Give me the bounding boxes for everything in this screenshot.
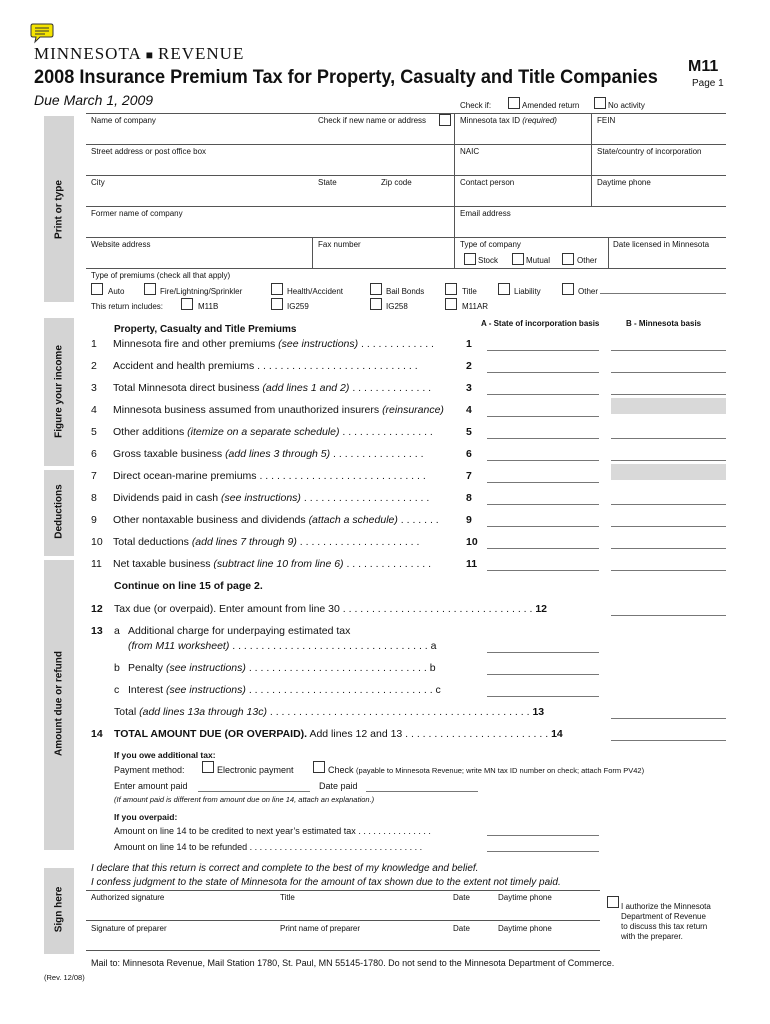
- new-name-checkbox[interactable]: [439, 114, 451, 126]
- tab-amount-label: Amount due or refund: [53, 651, 65, 756]
- line-leader: . . . . . . . . . . . . . . . .: [330, 448, 424, 460]
- line-instruction: (add lines 1 and 2): [262, 382, 350, 394]
- date-paid-entry[interactable]: [366, 791, 478, 792]
- column-b-header: B - Minnesota basis: [626, 319, 702, 328]
- premium-types-label: Type of premiums (check all that apply): [91, 271, 231, 280]
- refund-line-text: Amount on line 14 to be refunded . . . . . . . . . . . . . . . . . . . . . . . . . . . . . . . . . . .: [114, 842, 423, 852]
- line-text: Net taxable business: [113, 558, 211, 570]
- line-2-column-a-entry[interactable]: [487, 372, 599, 373]
- continue-note: Continue on line 15 of page 2.: [114, 580, 263, 592]
- section-title: Property, Casualty and Title Premiums: [114, 324, 297, 335]
- line-leader: . . . . . . . . . . . . . .: [349, 382, 432, 394]
- line-13b-text: Penalty (see instructions) . . . . . . . . . . . . . . . . . . . . . . . . . . . . . . . b: [128, 662, 436, 674]
- line-13b-label: b: [114, 662, 120, 674]
- state-country-label: State/country of incorporation: [597, 147, 702, 156]
- check-payment-label: Check (payable to Minnesota Revenue; write MN tax ID number on check; attach Form PV42): [328, 765, 645, 775]
- line-6-ref: 6: [466, 448, 472, 460]
- line-instruction: (add lines 7 through 9): [191, 536, 297, 548]
- line-7-shaded-box: [611, 464, 726, 480]
- line-11-ref: 11: [466, 558, 478, 570]
- line-5-column-a-entry[interactable]: [487, 438, 599, 439]
- other-company-checkbox[interactable]: [562, 253, 574, 265]
- electronic-payment-label: Electronic payment: [217, 765, 294, 775]
- line-7-ref: 7: [466, 470, 472, 482]
- speech-bubble-icon: [30, 22, 54, 44]
- owe-heading: If you owe additional tax:: [114, 750, 216, 760]
- line-10-row: [91, 536, 419, 548]
- line-11-column-b-entry[interactable]: [611, 570, 726, 571]
- authorize-preparer-checkbox[interactable]: [607, 896, 619, 908]
- page-number: Page 1: [692, 78, 724, 89]
- line-text: Total deductions: [113, 536, 189, 548]
- column-a-header: A - State of incorporation basis: [481, 319, 600, 328]
- line-13c-text: Interest (see instructions) . . . . . . . . . . . . . . . . . . . . . . . . . . . . . . . . c: [128, 684, 441, 696]
- auto-label: Auto: [108, 287, 125, 296]
- line-1-ref: 1: [466, 338, 472, 350]
- line-10-column-b-entry[interactable]: [611, 548, 726, 549]
- ig258-label: IG258: [386, 302, 408, 311]
- tab-deductions-label: Deductions: [53, 484, 65, 539]
- line-number: 8: [91, 492, 97, 504]
- line-13-total-text: Total (add lines 13a through 13c) . . . . . . . . . . . . . . . . . . . . . . . . . . . . . . . . . . . . . . . . . . . . . 13: [114, 706, 545, 718]
- line-7-row: [91, 470, 426, 482]
- line-leader: . . . . . . . . . . . . . . .: [343, 558, 432, 570]
- line-12-number: 12: [91, 603, 103, 615]
- former-name-label: Former name of company: [91, 209, 183, 218]
- line-14-number: 14: [91, 728, 103, 740]
- mail-instruction: Mail to: Minnesota Revenue, Mail Station 1780, St. Paul, MN 55145-1780. Do not send to the Minnesota Department of Commerce.: [91, 958, 615, 968]
- check-if-label: Check if:: [460, 101, 492, 110]
- line-text: Accident and health premiums: [113, 360, 255, 372]
- line-instruction: (add lines 3 through 5): [225, 448, 331, 460]
- line-number: 3: [91, 382, 97, 394]
- line-9-row: [91, 514, 439, 526]
- m11b-checkbox[interactable]: [181, 298, 193, 310]
- fire-checkbox[interactable]: [144, 283, 156, 295]
- line-12-text: Tax due (or overpaid). Enter amount from line 30 . . . . . . . . . . . . . . . . . . . . . . . . . . . . . . . . . 12: [114, 603, 548, 615]
- m11b-label: M11B: [198, 302, 219, 311]
- line-8-column-a-entry[interactable]: [487, 504, 599, 505]
- line-8-column-b-entry[interactable]: [611, 504, 726, 505]
- line-number: 4: [91, 404, 97, 416]
- line-instruction: (attach a schedule): [308, 514, 398, 526]
- line-number: 9: [91, 514, 97, 526]
- line-text: Other nontaxable business and dividends: [113, 514, 306, 526]
- line-14-entry[interactable]: [611, 740, 726, 741]
- sign-phone-label: Daytime phone: [498, 893, 552, 902]
- other-company-label: Other: [577, 256, 598, 265]
- line-14-text: TOTAL AMOUNT DUE (OR OVERPAID). Add lines 12 and 13 . . . . . . . . . . . . . . . . . . . . . . . . . 14: [114, 728, 563, 740]
- line-instruction: (subtract line 10 from line 6): [213, 558, 344, 570]
- line-9-column-b-entry[interactable]: [611, 526, 726, 527]
- amount-paid-entry[interactable]: [198, 791, 310, 792]
- line-6-column-b-entry[interactable]: [611, 460, 726, 461]
- line-4-ref: 4: [466, 404, 472, 416]
- authorized-signature-label: Authorized signature: [91, 893, 165, 902]
- agency-logo: MINNESOTA ■ REVENUE: [34, 44, 245, 63]
- line-1-column-b-entry[interactable]: [611, 350, 726, 351]
- line-8-row: [91, 492, 429, 504]
- preparer-date-label: Date: [453, 924, 470, 933]
- line-leader: . . . . . . . . . . . . . . . . . . . . . . . . . . . .: [257, 360, 418, 372]
- line-number: 11: [91, 558, 102, 570]
- m11ar-checkbox[interactable]: [445, 298, 457, 310]
- line-leader: . . . . . . . . . . . . . . . . . . . . . .: [300, 492, 430, 504]
- date-paid-label: Date paid: [319, 781, 358, 791]
- state-label: State: [318, 178, 337, 187]
- overpaid-heading: If you overpaid:: [114, 812, 178, 822]
- line-leader: . . . . . . . . . . . . . . . .: [339, 426, 433, 438]
- line-text: Gross taxable business: [113, 448, 223, 460]
- preparer-phone-label: Daytime phone: [498, 924, 552, 933]
- line-text: Direct ocean-marine premiums: [113, 470, 257, 482]
- line-leader: . . . . . . . . . . . . . . . . . . . . .: [296, 536, 420, 548]
- difference-note: (If amount paid is different from amount due on line 14, attach an explanation.): [114, 795, 375, 804]
- line-leader: . . . . . . .: [397, 514, 439, 526]
- stock-label: Stock: [478, 256, 499, 265]
- line-13a-text: Additional charge for underpaying estimated tax: [128, 625, 351, 637]
- line-number: 6: [91, 448, 97, 460]
- liability-label: Liability: [514, 287, 541, 296]
- line-number: 2: [91, 360, 97, 372]
- fire-label: Fire/Lightning/Sprinkler: [160, 287, 243, 296]
- website-label: Website address: [91, 240, 151, 249]
- stock-checkbox[interactable]: [464, 253, 476, 265]
- line-9-column-a-entry[interactable]: [487, 526, 599, 527]
- authorize-text-3: to discuss this tax return: [621, 922, 708, 931]
- email-label: Email address: [460, 209, 511, 218]
- title-checkbox[interactable]: [445, 283, 457, 295]
- due-date: Due March 1, 2009: [34, 92, 154, 108]
- date-licensed-label: Date licensed in Minnesota: [613, 240, 710, 249]
- line-13b-entry[interactable]: [487, 674, 599, 675]
- line-13a-label: a: [114, 625, 120, 637]
- amended-return-checkbox[interactable]: [508, 97, 520, 109]
- mutual-label: Mutual: [526, 256, 551, 265]
- line-9-ref: 9: [466, 514, 472, 526]
- signer-title-label: Title: [280, 893, 295, 902]
- health-label: Health/Accident: [287, 287, 344, 296]
- company-name-label: Name of company: [91, 116, 156, 125]
- ig259-checkbox[interactable]: [271, 298, 283, 310]
- check-payment-checkbox[interactable]: [313, 761, 325, 773]
- contact-label: Contact person: [460, 178, 515, 187]
- fein-label: FEIN: [597, 116, 616, 125]
- form-title: 2008 Insurance Premium Tax for Property, Casualty and Title Companies: [34, 66, 658, 88]
- new-name-label: Check if new name or address: [318, 116, 427, 125]
- health-checkbox[interactable]: [271, 283, 283, 295]
- street-label: Street address or post office box: [91, 147, 207, 156]
- line-11-row: [91, 558, 431, 570]
- line-7-column-a-entry[interactable]: [487, 482, 599, 483]
- authorize-text-1: I authorize the Minnesota: [621, 902, 711, 911]
- line-4-row: [91, 404, 444, 416]
- line-4-column-a-entry[interactable]: [487, 416, 599, 417]
- sign-date-label: Date: [453, 893, 470, 902]
- line-10-ref: 10: [466, 536, 478, 548]
- line-text: Other additions: [113, 426, 185, 438]
- authorize-text-4: with the preparer.: [621, 932, 683, 941]
- line-8-ref: 8: [466, 492, 472, 504]
- line-2-row: [91, 360, 418, 372]
- tab-print-label: Print or type: [53, 180, 65, 239]
- line-11-column-a-entry[interactable]: [487, 570, 599, 571]
- line-text: Dividends paid in cash: [113, 492, 219, 504]
- line-text: Total Minnesota direct business: [113, 382, 260, 394]
- tab-sign-label: Sign here: [53, 886, 65, 933]
- declaration-line-2: I confess judgment to the state of Minnesota for the amount of tax shown due to the extent not timely paid.: [91, 877, 561, 888]
- preparer-name-label: Print name of preparer: [280, 924, 361, 933]
- type-company-label: Type of company: [460, 240, 521, 249]
- liability-checkbox[interactable]: [498, 283, 510, 295]
- line-2-column-b-entry[interactable]: [611, 372, 726, 373]
- line-1-column-a-entry[interactable]: [487, 350, 599, 351]
- mutual-checkbox[interactable]: [512, 253, 524, 265]
- form-id: M11: [688, 58, 719, 75]
- line-13c-label: c: [114, 684, 120, 696]
- line-6-row: [91, 448, 424, 460]
- line-text: Minnesota business assumed from unauthorized insurers: [113, 404, 380, 416]
- line-instruction: (see instructions): [278, 338, 359, 350]
- line-3-ref: 3: [466, 382, 472, 394]
- payment-method-label: Payment method:: [114, 765, 185, 775]
- auto-checkbox[interactable]: [91, 283, 103, 295]
- line-13c-entry[interactable]: [487, 696, 599, 697]
- line-2-ref: 2: [466, 360, 472, 372]
- includes-label: This return includes:: [91, 302, 164, 311]
- electronic-payment-checkbox[interactable]: [202, 761, 214, 773]
- line-13-number: 13: [91, 625, 103, 637]
- revision-date: (Rev. 12/08): [44, 973, 85, 982]
- line-3-column-b-entry[interactable]: [611, 394, 726, 395]
- mn-tax-id-label: Minnesota tax ID (required): [460, 116, 557, 125]
- line-leader: . . . . . . . . . . . . .: [358, 338, 434, 350]
- line-4-shaded-box: [611, 398, 726, 414]
- fax-label: Fax number: [318, 240, 361, 249]
- other-premium-label: Other: [578, 287, 599, 296]
- line-6-column-a-entry[interactable]: [487, 460, 599, 461]
- line-leader: . . . . . . . . . . . . . . . . . . . . . . . . . . . . .: [259, 470, 426, 482]
- daytime-phone-label: Daytime phone: [597, 178, 651, 187]
- line-13a-entry[interactable]: [487, 652, 599, 653]
- line-13a-text2: (from M11 worksheet) . . . . . . . . . . . . . . . . . . . . . . . . . . . . . . . . . . a: [128, 640, 437, 652]
- line-13-total-entry[interactable]: [611, 718, 726, 719]
- line-12-entry[interactable]: [611, 615, 726, 616]
- no-activity-label: No activity: [608, 101, 645, 110]
- line-5-row: [91, 426, 433, 438]
- line-text: Minnesota fire and other premiums: [113, 338, 276, 350]
- ig258-checkbox[interactable]: [370, 298, 382, 310]
- line-3-row: [91, 382, 431, 394]
- line-number: 7: [91, 470, 97, 482]
- line-5-ref: 5: [466, 426, 472, 438]
- line-1-row: [91, 338, 434, 350]
- line-instruction: (see instructions): [220, 492, 301, 504]
- amount-paid-label: Enter amount paid: [114, 781, 188, 791]
- zip-label: Zip code: [381, 178, 412, 187]
- line-number: 1: [91, 338, 97, 350]
- line-instruction: (reinsurance): [382, 404, 444, 416]
- line-number: 5: [91, 426, 97, 438]
- line-number: 10: [91, 536, 103, 548]
- line-10-column-a-entry[interactable]: [487, 548, 599, 549]
- authorize-text-2: Department of Revenue: [621, 912, 706, 921]
- m11ar-label: M11AR: [462, 302, 489, 311]
- city-label: City: [91, 178, 105, 187]
- title-label: Title: [462, 287, 477, 296]
- other-premium-checkbox[interactable]: [562, 283, 574, 295]
- line-instruction: (itemize on a separate schedule): [187, 426, 340, 438]
- declaration-line-1: I declare that this return is correct and complete to the best of my knowledge and belief.: [91, 863, 479, 874]
- line-5-column-b-entry[interactable]: [611, 438, 726, 439]
- bail-label: Bail Bonds: [386, 287, 425, 296]
- no-activity-checkbox[interactable]: [594, 97, 606, 109]
- naic-label: NAIC: [460, 147, 480, 156]
- credit-line-text: Amount on line 14 to be credited to next year’s estimated tax . . . . . . . . . . . . . . .: [114, 826, 431, 836]
- tab-income-label: Figure your income: [53, 345, 65, 438]
- line-3-column-a-entry[interactable]: [487, 394, 599, 395]
- preparer-signature-label: Signature of preparer: [91, 924, 167, 933]
- refund-entry[interactable]: [487, 851, 599, 852]
- ig259-label: IG259: [287, 302, 309, 311]
- credit-entry[interactable]: [487, 835, 599, 836]
- bail-checkbox[interactable]: [370, 283, 382, 295]
- amended-return-label: Amended return: [522, 101, 580, 110]
